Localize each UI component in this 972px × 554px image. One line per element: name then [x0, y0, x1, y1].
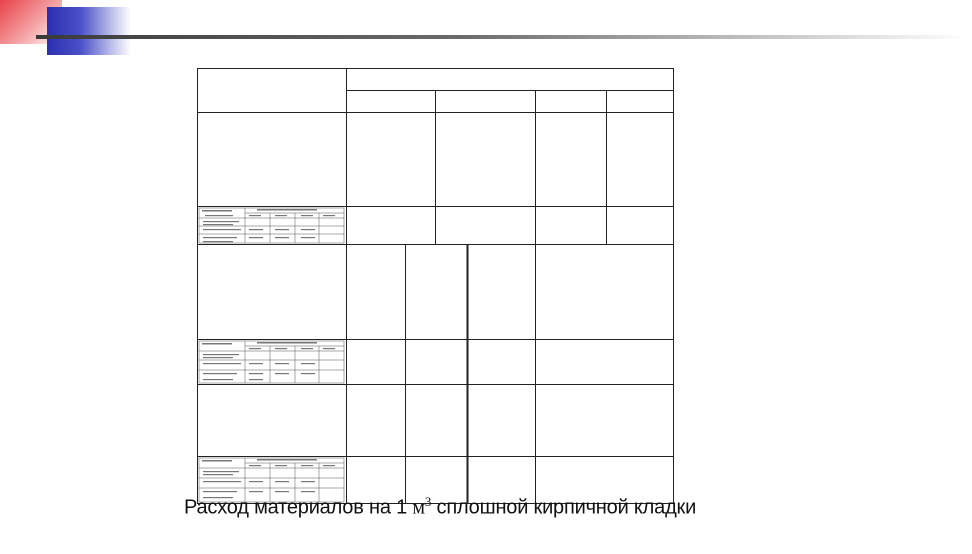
header-divider-line [36, 35, 972, 39]
caption-power: 3 [424, 494, 432, 509]
embedded-mini-table-2-text [202, 342, 335, 380]
decorative-blue-square [47, 7, 131, 55]
caption-suffix: сплошной кирпичной кладки [436, 496, 697, 519]
materials-table-image [197, 68, 674, 504]
table-section-2 [198, 245, 674, 385]
slide-caption [184, 494, 744, 520]
caption-prefix: Расход материалов на 1 [184, 496, 408, 519]
embedded-mini-table-1-text [202, 209, 335, 242]
caption-unit: м [412, 496, 425, 519]
embedded-mini-table-3-text [202, 459, 335, 498]
table-grid [197, 68, 674, 504]
table-section-3 [198, 385, 674, 504]
embedded-mini-table-2 [199, 341, 344, 383]
